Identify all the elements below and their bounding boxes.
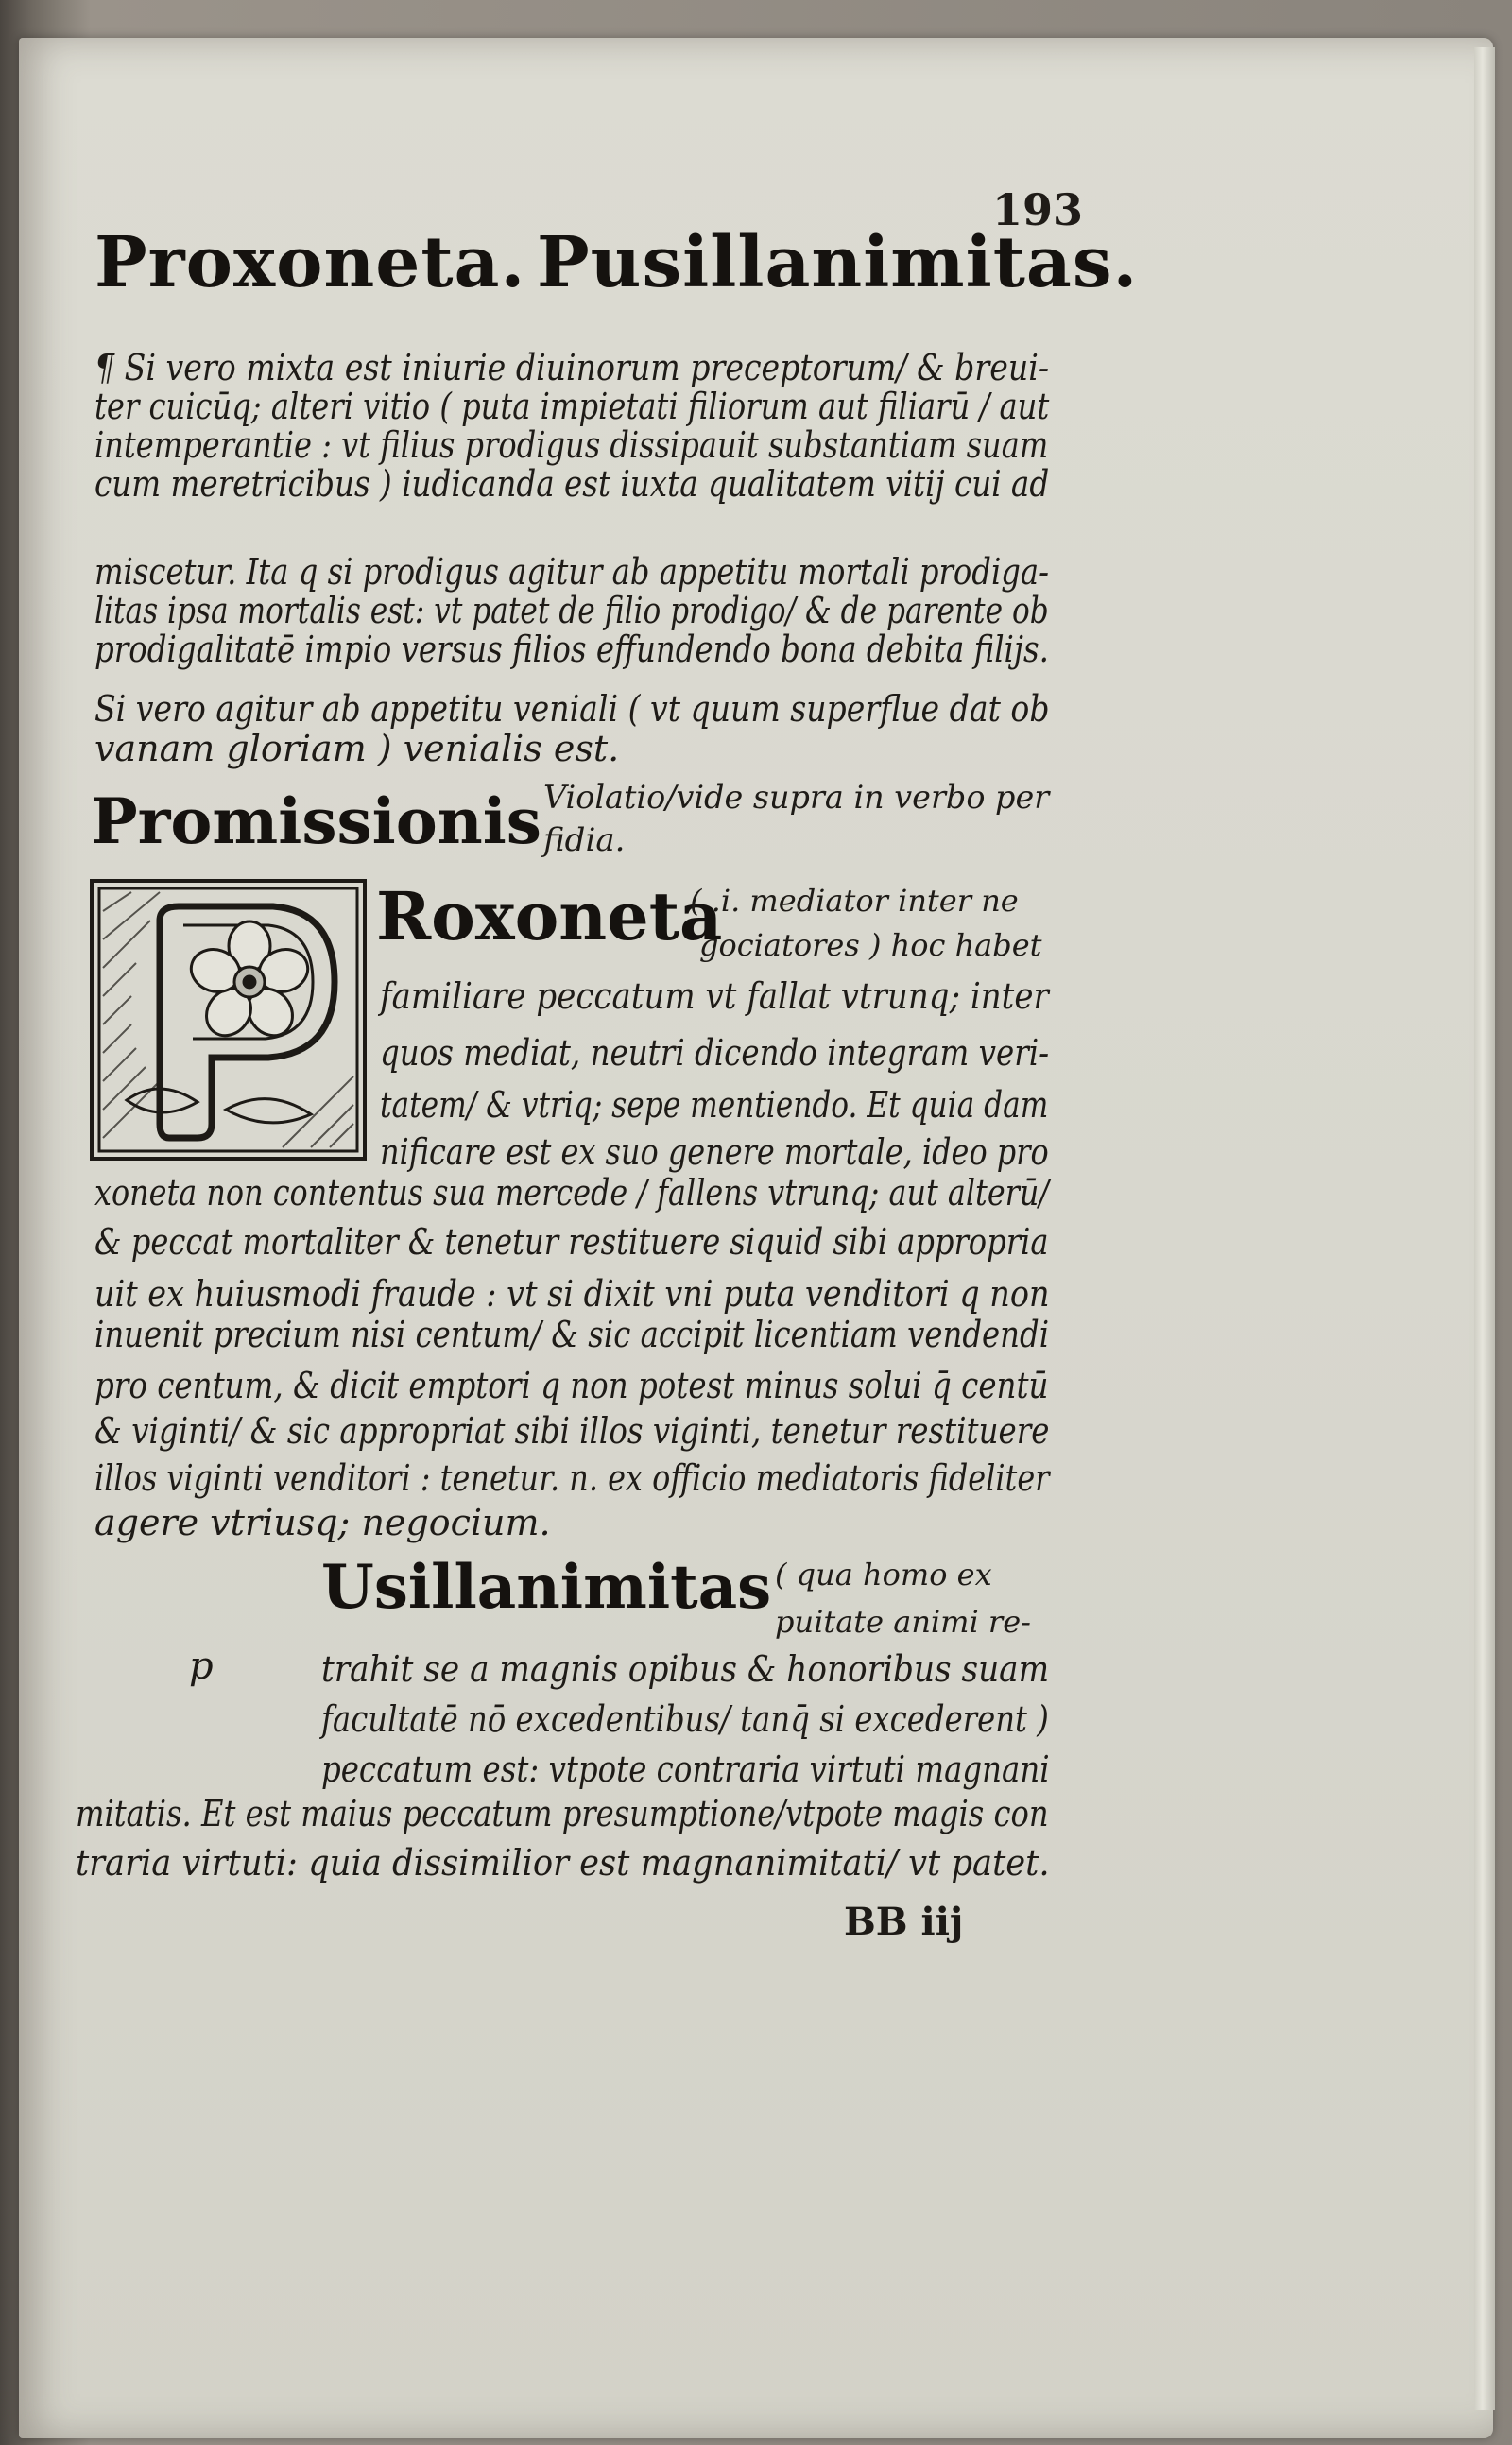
- woodcut-initial-p: [90, 879, 367, 1161]
- text-line: intemperantie : vt filius prodigus dissipauit substantiam suam: [94, 424, 1049, 466]
- text-line: quos mediat, neutri dicendo integram veri-: [380, 1032, 1050, 1074]
- running-header-right: Pusillanimitas.: [537, 222, 1139, 303]
- text-line: & peccat mortaliter & tenetur restituere siquid sibi appropria: [94, 1221, 1049, 1263]
- entry-note-line: fidia.: [543, 821, 626, 859]
- text-line: ter cuicūq; alteri vitio ( puta impietati filiorum aut filiarū / aut: [94, 386, 1050, 427]
- text-line: xoneta non contentus sua mercede / fallens vtrunq; aut alterū/: [94, 1172, 1050, 1214]
- text-line: nificare est ex suo genere mortale, ideo pro: [380, 1131, 1049, 1173]
- text-line: facultatē nō excedentibus/ tanq̄ si excederent ): [321, 1698, 1049, 1740]
- text-line: mitatis. Et est maius peccatum presumptione/vtpote magis con: [76, 1793, 1049, 1834]
- entry-note-line: gociatores ) hoc habet: [699, 927, 1042, 963]
- entry-note-line: puitate animi re-: [775, 1604, 1031, 1640]
- entry-note-line: Violatio/vide supra in verbo per: [543, 779, 1050, 817]
- text-line: tatem/ & vtriq; sepe mentiendo. Et quia dam: [380, 1084, 1049, 1126]
- text-line: cum meretricibus ) iudicanda est iuxta qualitatem vitij cui ad: [94, 463, 1050, 505]
- entry-heading-promissionis: Promissionis: [91, 784, 541, 858]
- text-line: prodigalitatē impio versus filios effundendo bona debita filijs.: [94, 628, 1049, 670]
- text-line: Si vero agitur ab appetitu veniali ( vt quum superflue dat ob: [94, 688, 1050, 730]
- text-line: illos viginti venditori : tenetur. n. ex officio mediatoris fideliter: [94, 1457, 1050, 1499]
- text-line: peccatum est: vtpote contraria virtuti magnani: [321, 1748, 1050, 1790]
- text-line: inuenit precium nisi centum/ & sic accipit licentiam vendendi: [94, 1314, 1050, 1355]
- floral-initial-icon: [94, 883, 363, 1157]
- running-header-left: Proxoneta.: [94, 222, 526, 303]
- folio-number: 193: [992, 184, 1084, 235]
- text-line: ¶ Si vero mixta est iniurie diuinorum preceptorum/ & breui-: [94, 347, 1050, 388]
- text-line: miscetur. Ita q si prodigus agitur ab appetitu mortali prodiga-: [94, 551, 1049, 593]
- text-line: litas ipsa mortalis est: vt patet de filio prodigo/ & de parente ob: [94, 590, 1049, 631]
- text-line: traria virtuti: quia dissimilior est magnanimitati/ vt patet.: [76, 1842, 1050, 1884]
- text-line: familiare peccatum vt fallat vtrunq; inter: [380, 975, 1049, 1017]
- entry-note-line: ( .i. mediator inter ne: [690, 883, 1019, 919]
- text-line: pro centum, & dicit emptori q non potest minus solui q̄ centū: [94, 1365, 1049, 1406]
- text-line: vanam gloriam ) venialis est.: [94, 728, 620, 769]
- entry-heading-proxoneta: Roxoneta: [376, 877, 723, 956]
- entry-note-line: ( qua homo ex: [775, 1557, 992, 1593]
- page-edge: [1474, 47, 1495, 2410]
- text-line: trahit se a magnis opibus & honoribus suam: [321, 1648, 1050, 1690]
- text-line: & viginti/ & sic appropriat sibi illos viginti, tenetur restituere: [94, 1410, 1050, 1452]
- text-line: agere vtriusq; negocium.: [94, 1502, 551, 1543]
- marginal-letter: p: [189, 1644, 214, 1688]
- signature-mark: BB iij: [844, 1900, 964, 1944]
- entry-heading-pusillanimitas: Usillanimitas: [321, 1552, 772, 1623]
- text-line: uit ex huiusmodi fraude : vt si dixit vni puta venditori q non: [94, 1273, 1050, 1315]
